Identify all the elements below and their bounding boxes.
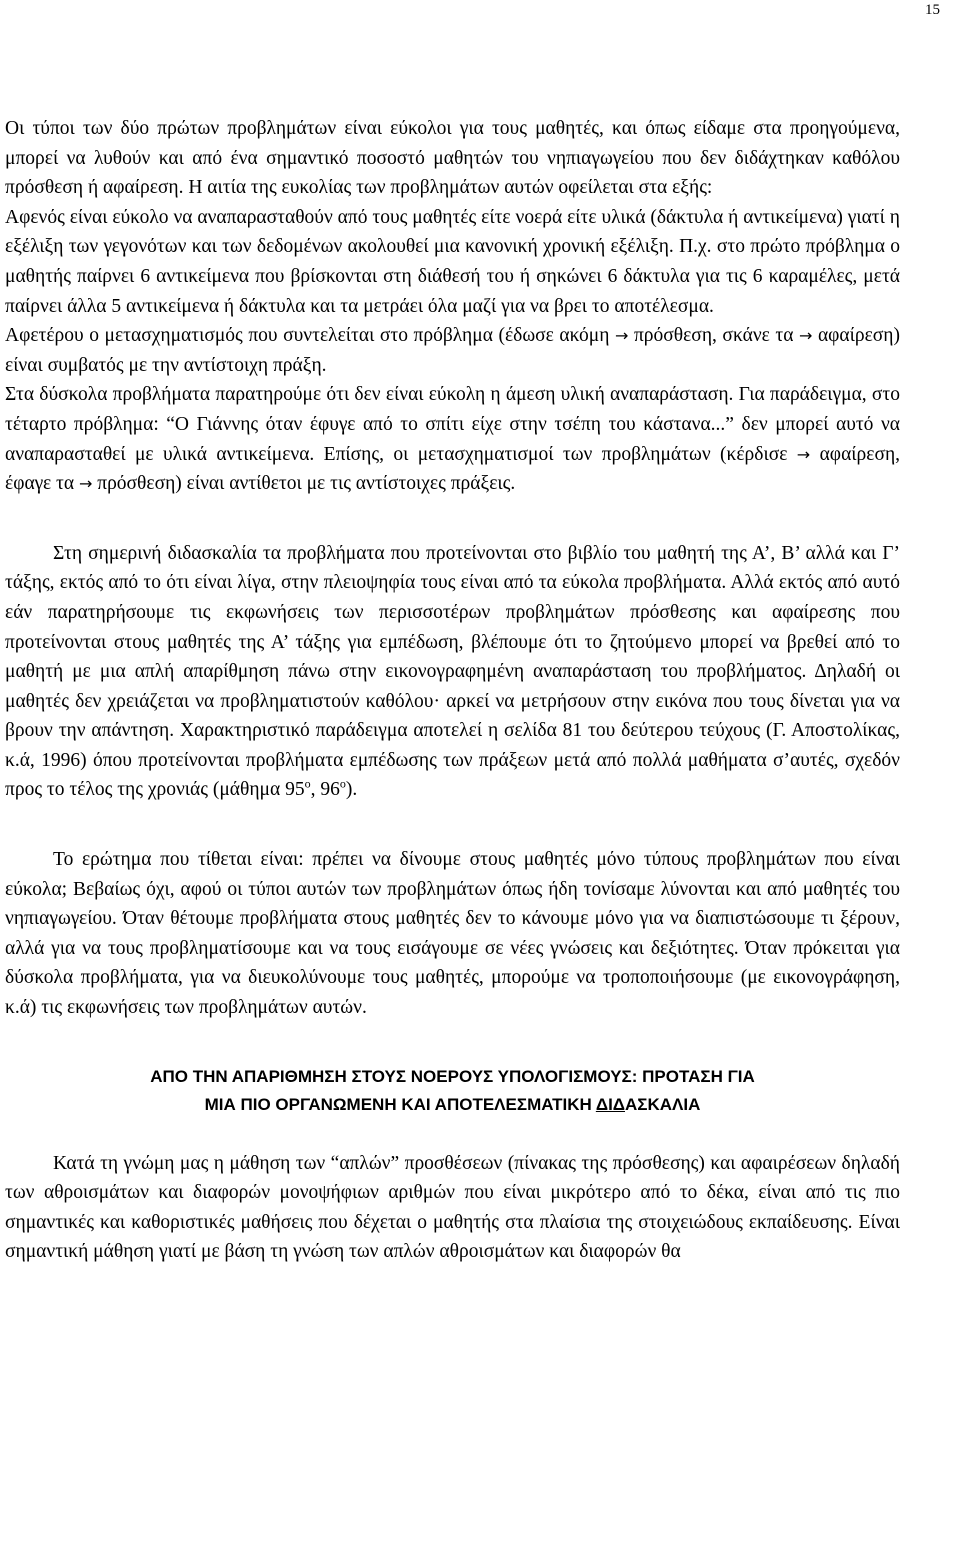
arrow-icon: →	[78, 474, 93, 494]
arrow-icon: →	[614, 326, 629, 346]
paragraph-3	[5, 321, 900, 380]
text-segment: ).	[345, 779, 358, 801]
superscript: ο	[339, 776, 346, 791]
document-body	[5, 114, 900, 1267]
text-segment: , 96	[310, 779, 340, 801]
heading-text: ΜΙΑ ΠΙΟ ΟΡΓΑΝΩΜΕΝΗ ΚΑΙ ΑΠΟΤΕΛΕΣΜΑΤΙΚΗ	[204, 1094, 596, 1114]
superscript: ο	[304, 776, 311, 791]
arrow-icon: →	[796, 444, 811, 464]
text-segment: Στη σημερινή διδασκαλία τα προβλήματα που προτείνονται στο βιβλίο του μαθητή της Α’, Β’ αλλά και Γ’ τάξης, εκτός από το ότι είναι λίγα, στην πλειοψηφία τους είναι από τα εύκολα προβλήματα. Αλλά εκτός από αυτό εάν παρατηρήσουμε τις εκφωνήσεις των περισσοτέρων προβλημάτων πρόσθεσης και αφαίρεσης που προτείνονται στους μαθητές της Α’ τάξης για εμπέδωση, βλέπουμε ότι το ζητούμενο μπορεί να βρεθεί από το μαθητή με μια απλή απαρίθμηση πάνω στην εικονογραφημένη αναπαράσταση του προβλήματος. Δηλαδή οι μαθητές δεν χρειάζεται να προβληματιστούν καθόλου· αρκεί να μετρήσουν στην εικόνα που τους δίνεται για να βρουν την απάντηση. Χαρακτηριστικό παράδειγμα αποτελεί η σελίδα 81 του δεύτερου τεύχους (Γ. Αποστολίκας, κ.ά, 1996) όπου προτείνονται προβλήματα εμπέδωσης των πράξεων μετά από πολλά μαθήματα σ’αυτές, σχεδόν προς το τέλος της χρονιάς (μάθημα 95	[5, 542, 900, 801]
arrow-icon: →	[798, 326, 813, 346]
paragraph-2: Αφενός είναι εύκολο να αναπαρασταθούν από τους μαθητές είτε νοερά είτε υλικά (δάκτυλα ή αντικείμενα) γιατί η εξέλιξη των γεγονότων και των δεδομένων ακολουθεί μια κανονική χρονική εξέλιξη. Π.χ. στο πρώτο πρόβλημα ο μαθητής παίρνει 6 αντικείμενα που βρίσκονται στη διάθεσή του ή σηκώνει 6 δάκτυλα για τις 6 καραμέλες, μετά παίρνει άλλα 5 αντικείμενα ή δάκτυλα και τα μετράει όλα μαζί για να βρει το αποτέλεσμα.	[5, 206, 900, 317]
heading-underlined-text: ΔΙΔ	[595, 1094, 626, 1114]
heading-line-2	[5, 1091, 900, 1119]
text-segment: Στα δύσκολα προβλήματα παρατηρούμε ότι δεν είναι εύκολη η άμεση υλική αναπαράσταση. Για παράδειγμα, στο τέταρτο πρόβλημα: “Ο Γιάννης όταν έφυγε από το σπίτι είχε στην τσέπη του κάστανα...” δεν μπορεί αυτό να αναπαρασταθεί με υλικά αντικείμενα. Επίσης, οι μετασχηματισμοί των προβλημάτων (κέρδισε	[5, 384, 900, 465]
text-segment: πρόσθεση) είναι αντίθετοι με τις αντίστοιχες πράξεις.	[97, 473, 516, 495]
paragraph-7: Κατά τη γνώμη μας η μάθηση των “απλών” προσθέσεων (πίνακας της πρόσθεσης) και αφαιρέσεων δηλαδή των αθροισμάτων και διαφορών μονοψήφιων αριθμών που είναι μικρότερο από το δέκα, είναι από τις πιο σημαντικές και καθοριστικές μαθήσεις που δέχεται ο μαθητής στα πλαίσια της στοιχειώδους εκπαίδευσης. Είναι σημαντική μάθηση γιατί με βάση τη γνώση των απλών αθροισμάτων και διαφορών θα	[5, 1152, 900, 1263]
heading-line-1: ΑΠΟ ΤΗΝ ΑΠΑΡΙΘΜΗΣΗ ΣΤΟΥΣ ΝΟΕΡΟΥΣ ΥΠΟΛΟΓΙΣΜΟΥΣ: ΠΡΟΤΑΣΗ ΓΙΑ	[150, 1066, 755, 1086]
text-segment: αφαίρεση, έφαγε τα	[5, 443, 901, 495]
paragraph-1: Οι τύποι των δύο πρώτων προβλημάτων είναι εύκολοι για τους μαθητές, και όπως είδαμε στα προηγούμενα, μπορεί να λυθούν και από ένα σημαντικό ποσοστό μαθητών του νηπιαγωγείου που δεν διδάχτηκαν καθόλου πρόσθεση ή αφαίρεση. Η αιτία της ευκολίας των προβλημάτων αυτών οφείλεται στα εξής:	[5, 118, 900, 199]
heading-text: ΑΣΚΑΛΙΑ	[625, 1094, 701, 1114]
text-segment: πρόσθεση, σκάνε τα	[633, 325, 794, 347]
text-segment: Αφετέρου ο μετασχηματισμός που συντελείται στο πρόβλημα (έδωσε ακόμη	[5, 325, 610, 347]
section-heading	[5, 1063, 900, 1119]
text-segment: αφαίρεση) είναι συμβατός με την αντίστοιχη πράξη.	[5, 325, 900, 376]
page-number: 15	[925, 2, 940, 18]
paragraph-5	[5, 539, 900, 805]
paragraph-6: Το ερώτημα που τίθεται είναι: πρέπει να δίνουμε στους μαθητές μόνο τύπους προβλημάτων που είναι εύκολα; Βεβαίως όχι, αφού οι τύποι αυτών των προβλημάτων όπως ήδη τονίσαμε λύνονται και από μαθητές του νηπιαγωγείου. Όταν θέτουμε προβλήματα στους μαθητές δεν το κάνουμε μόνο για να διαπιστώσουμε τι ξέρουν, αλλά για να τους προβληματίσουμε και να τους εισάγουμε σε νέες γνώσεις και δεξιότητες. Όταν πρόκειται για δύσκολα προβλήματα, για να διευκολύνουμε τους μαθητές, μπορούμε να τροποποιήσουμε (με εικονογράφηση, κ.ά) τις εκφωνήσεις των προβλημάτων αυτών.	[5, 849, 900, 1019]
paragraph-4	[5, 380, 900, 498]
